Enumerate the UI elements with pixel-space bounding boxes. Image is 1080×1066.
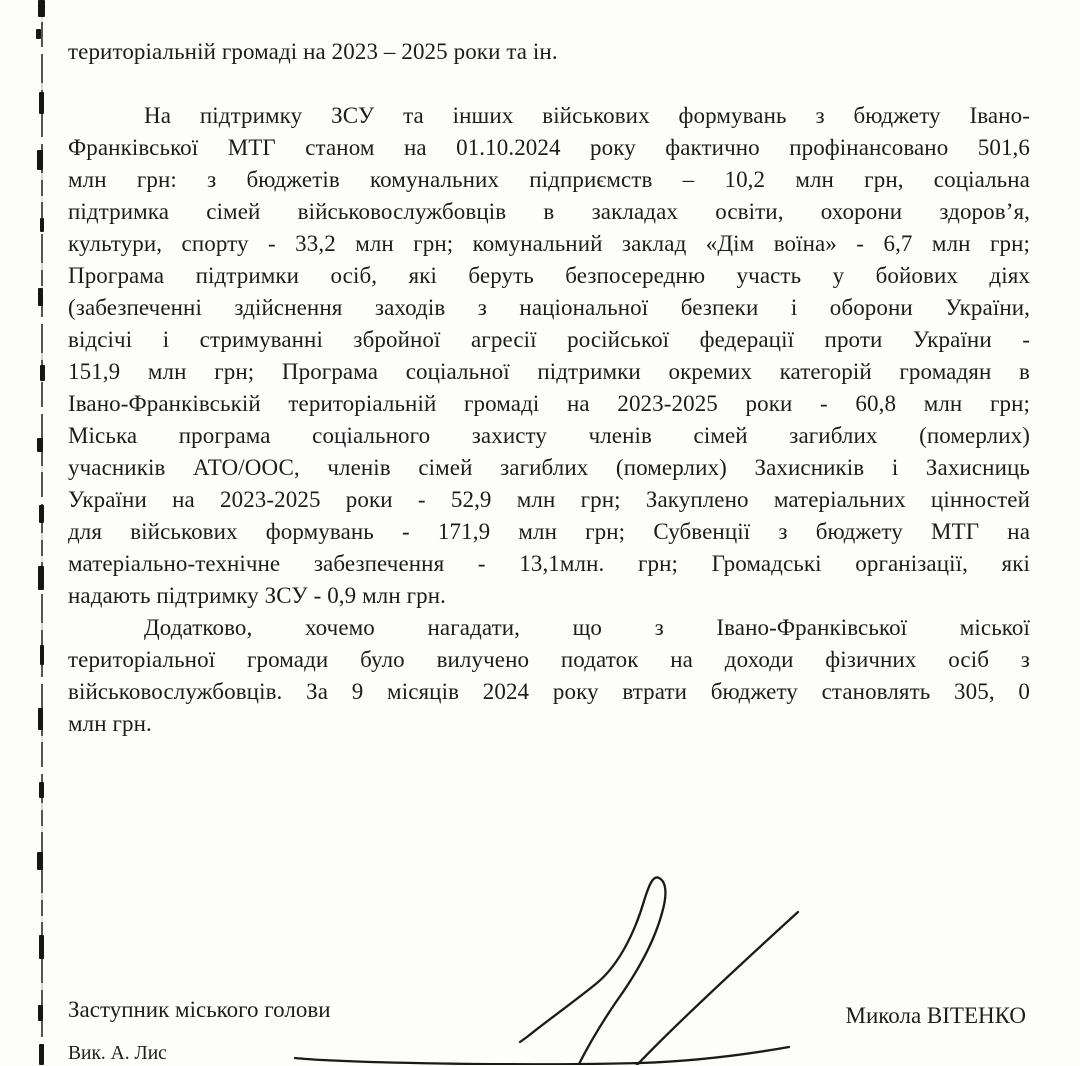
executor-note: Вик. А. Лис: [68, 1043, 167, 1064]
text-line: На підтримку ЗСУ та інших військових формувань з бюджету Івано-: [144, 103, 1030, 128]
text-line: Додатково, хочемо нагадати, що з Івано-Франківської міської: [144, 615, 1030, 640]
scan-artifact: [38, 566, 44, 590]
text-line: Франківської МТГ станом на 01.10.2024 року фактично профінансовано 501,6: [68, 135, 1030, 160]
text-line: культури, спорту - 33,2 млн грн; комунальний заклад «Дім воїна» - 6,7 млн грн;: [68, 231, 1030, 256]
document-body: [68, 36, 1030, 740]
scan-artifact: [38, 708, 43, 730]
scan-artifact: [38, 0, 45, 17]
scan-artifact: [37, 438, 43, 452]
text-line: підтримка сімей військовослужбовців в закладах освіти, охорони здоров’я,: [68, 199, 1030, 224]
signoff-title: Заступник міського голови: [68, 997, 331, 1022]
text-line: матеріально-технічне забезпечення - 13,1млн. грн; Громадські організації, які: [68, 551, 1030, 576]
text-line: України на 2023-2025 роки - 52,9 млн грн; Закуплено матеріальних цінностей: [68, 487, 1030, 512]
text-line: 151,9 млн грн; Програма соціальної підтримки окремих категорій громадян в: [68, 359, 1030, 384]
text-line: військовослужбовців. За 9 місяців 2024 року втрати бюджету становлять 305, 0: [68, 679, 1030, 704]
scan-artifact: [38, 288, 43, 306]
text-line: Міська програма соціального захисту членів сімей загиблих (померлих): [68, 423, 1030, 448]
scan-artifact: [39, 92, 44, 114]
scan-artifact: [39, 505, 44, 523]
signoff-name: Микола ВІТЕНКО: [845, 1003, 1026, 1028]
text-line: Івано-Франківській територіальній громаді на 2023-2025 роки - 60,8 млн грн;: [68, 391, 1030, 416]
paragraph-tax-note: [68, 612, 1030, 740]
scan-artifact: [40, 365, 45, 381]
text-line: територіальної громади було вилучено податок на доходи фізичних осіб з: [68, 647, 1030, 672]
text-line: для військових формувань - 171,9 млн грн; Субвенції з бюджету МТГ на: [68, 519, 1030, 544]
scan-artifact: [38, 1005, 43, 1021]
text-line: (забезпеченні здійснення заходів з національної безпеки і оборони України,: [68, 295, 1030, 320]
text-line: надають підтримку ЗСУ - 0,9 млн грн.: [68, 583, 446, 608]
paragraph-funding: [68, 100, 1030, 612]
text-line: млн грн.: [68, 711, 152, 736]
scan-artifact: [37, 852, 43, 870]
intro-line: територіальній громаді на 2023 – 2025 роки та ін.: [68, 39, 558, 64]
text-line: млн грн: з бюджетів комунальних підприємств – 10,2 млн грн, соціальна: [68, 167, 1030, 192]
scan-artifact: [39, 782, 44, 798]
scan-artifact: [39, 935, 44, 959]
text-line: учасників АТО/ООС, членів сімей загиблих (померлих) Захисників і Захисниць: [68, 455, 1030, 480]
scan-artifact: [40, 218, 44, 232]
text-line: відсічі і стримуванні збройної агресії російської федерації проти України -: [68, 327, 1030, 352]
scan-artifact: [36, 29, 41, 39]
scan-artifact: [40, 645, 44, 665]
scan-artifact: [37, 150, 43, 170]
text-line: Програма підтримки осіб, які беруть безпосередню участь у бойових діях: [68, 263, 1030, 288]
blank-line: [68, 68, 1030, 100]
scan-artifact: [39, 1044, 44, 1065]
